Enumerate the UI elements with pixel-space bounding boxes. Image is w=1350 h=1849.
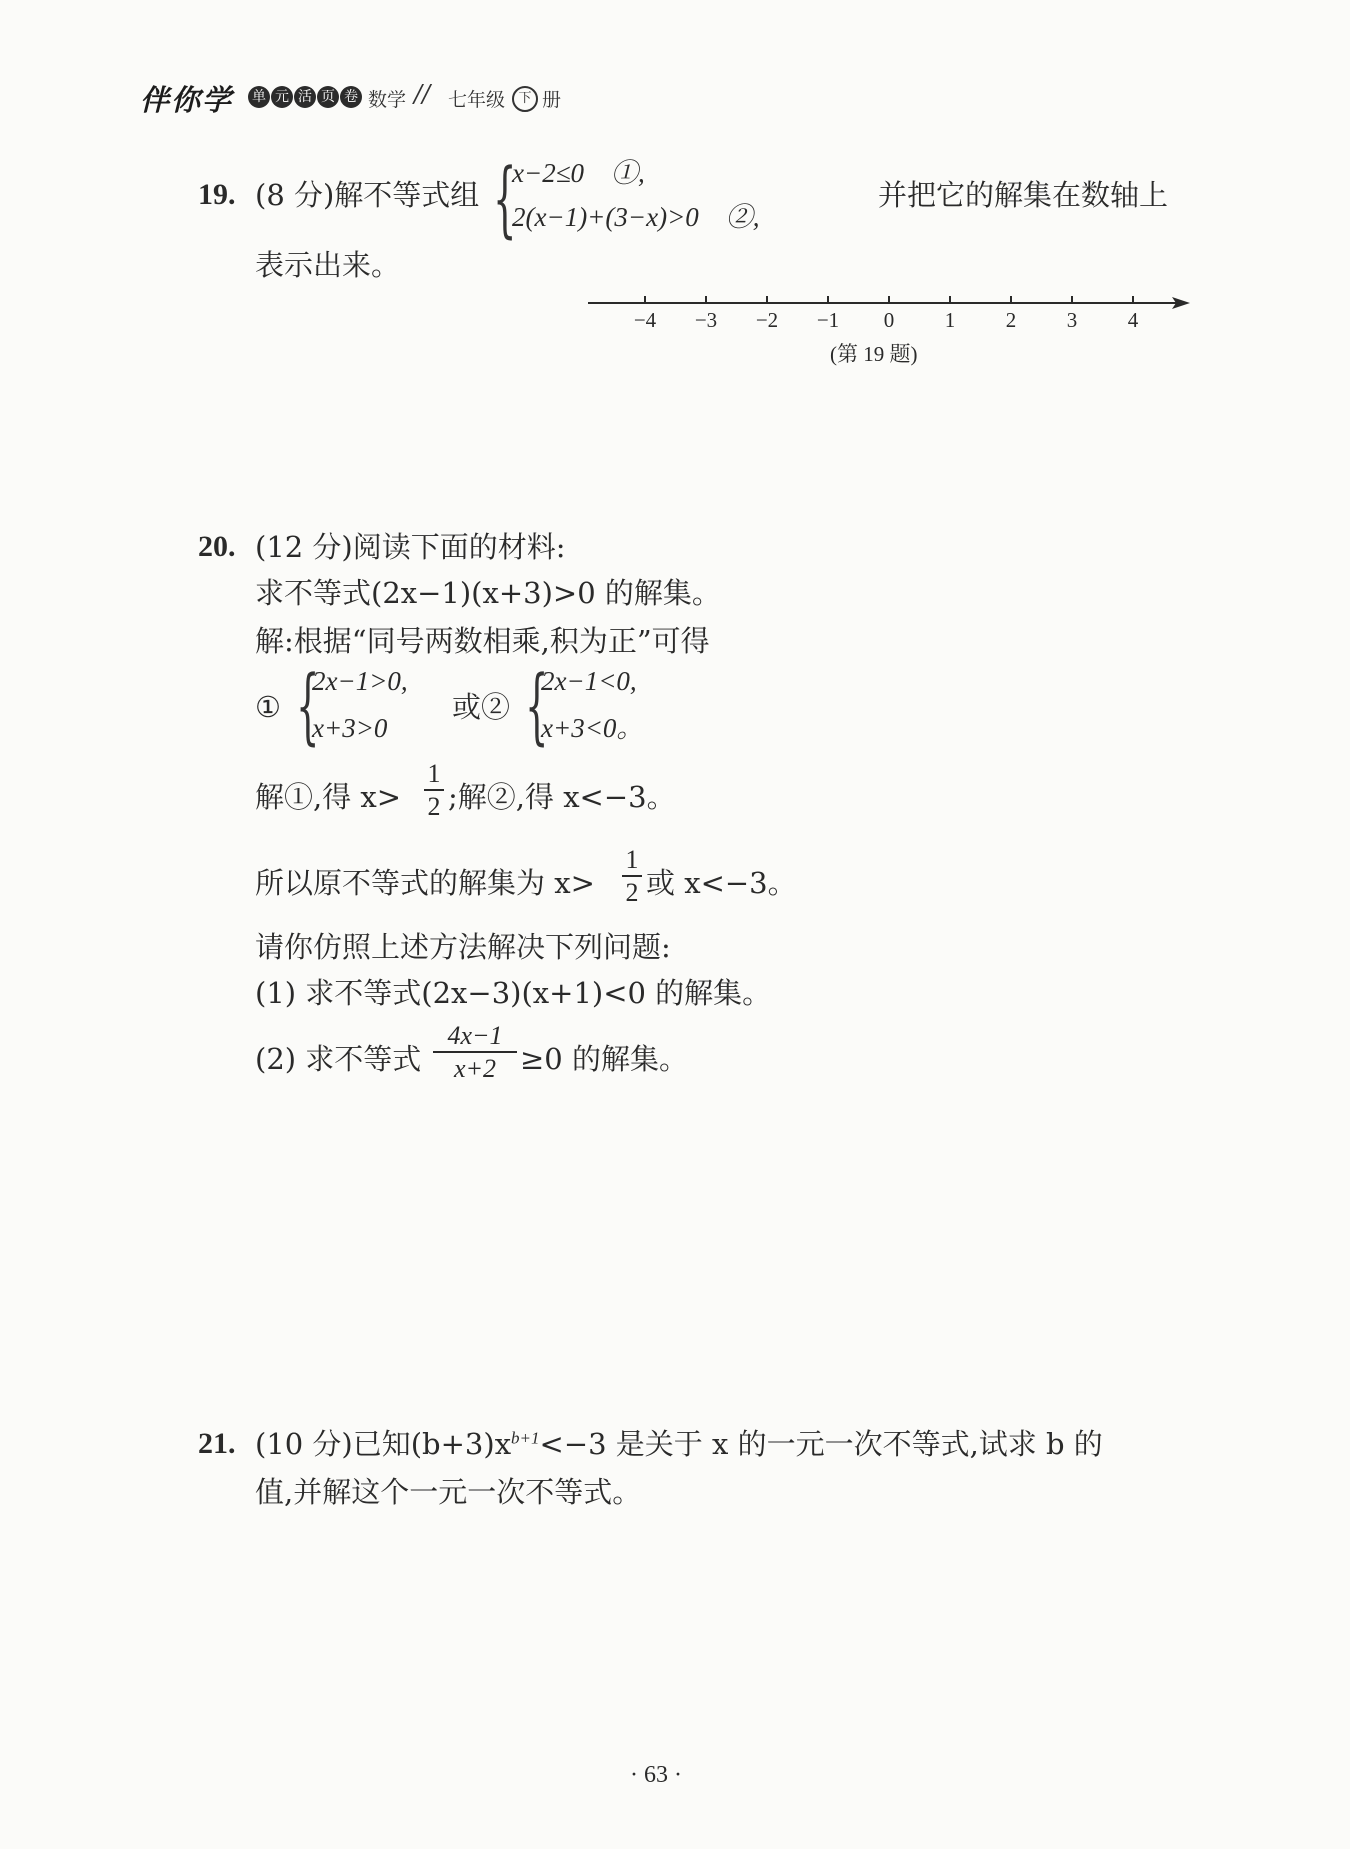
term-suffix: 册: [542, 89, 562, 111]
badge-char: 页: [317, 86, 339, 108]
system-or: 或②: [452, 690, 511, 724]
system1-label: ①: [255, 690, 281, 724]
solve-prefix: 解①,得 x>: [255, 780, 402, 814]
q20-intro: (12 分)阅读下面的材料:: [255, 530, 566, 564]
subject-label: 数学: [368, 89, 407, 111]
q20-part1: (1) 求不等式(2x−3)(x+1)<0 的解集。: [255, 976, 772, 1010]
q19-brace: {: [493, 152, 517, 247]
question-number: 21.: [198, 1427, 236, 1460]
number-line-tick-label: 2: [1005, 308, 1017, 332]
fraction-bar: [622, 875, 642, 877]
fraction-numerator: 1: [625, 845, 639, 874]
system1-line1: 2x−1>0,: [312, 666, 408, 696]
page-number: · 63 ·: [630, 1762, 682, 1788]
q19-text-before: (8 分)解不等式组: [255, 178, 480, 212]
system1-brace: {: [296, 659, 320, 754]
number-line-tick-label: −1: [816, 308, 840, 332]
q21-line1-suffix: <−3 是关于 x 的一元一次不等式,试求 b 的: [539, 1427, 1103, 1461]
q20-part2-prefix: (2) 求不等式: [255, 1042, 422, 1076]
brand-title: 伴你学: [140, 83, 234, 117]
q21-line2: 值,并解这个一元一次不等式。: [255, 1475, 642, 1509]
q21-line1: [255, 1427, 1103, 1462]
task-intro: 请你仿照上述方法解决下列问题:: [255, 930, 671, 964]
result-suffix: 或 x<−3。: [646, 866, 797, 900]
badge-char: 单: [248, 86, 270, 108]
q21-exponent: b+1: [511, 1428, 540, 1448]
question-number: 19.: [198, 178, 236, 211]
fraction-numerator: 1: [427, 759, 441, 788]
number-line-tick-label: −2: [755, 308, 779, 332]
fraction-denominator: x+2: [453, 1053, 497, 1083]
q19-text-line2: 表示出来。: [255, 248, 401, 282]
fraction-numerator: 4x−1: [447, 1021, 503, 1050]
part2-fraction: [433, 1022, 517, 1082]
number-line-tick-label: 3: [1066, 308, 1078, 332]
q20-material-line2: 解:根据“同号两数相乘,积为正”可得: [255, 624, 710, 658]
number-line-tick-label: 4: [1127, 308, 1139, 332]
number-line-ticks: [634, 296, 1139, 332]
q20-part2-suffix: ≥0 的解集。: [520, 1042, 688, 1076]
number-line-tick-label: −4: [633, 308, 657, 332]
system2-line2: x+3<0。: [541, 713, 644, 743]
number-line-tick-label: 0: [883, 308, 895, 332]
q19-inequality-1: x−2≤0 ①,: [512, 158, 645, 188]
result-prefix: 所以原不等式的解集为 x>: [255, 866, 595, 900]
question-number: 20.: [198, 530, 236, 563]
solve-suffix: ;解②,得 x<−3。: [448, 780, 676, 814]
header-slash: //: [414, 80, 431, 108]
grade-label: 七年级: [448, 89, 506, 111]
badge-char: 元: [271, 86, 293, 108]
solve-fraction: [424, 760, 444, 820]
system1-line2: x+3>0: [312, 713, 388, 743]
q20-material-line1: 求不等式(2x−1)(x+3)>0 的解集。: [255, 576, 721, 610]
result-fraction: [622, 846, 642, 906]
number-line-tick-label: −3: [694, 308, 718, 332]
fraction-bar: [424, 789, 444, 791]
badge-char: 卷: [340, 86, 362, 108]
figure-caption: (第 19 题): [830, 342, 918, 366]
badge-char: 活: [294, 86, 316, 108]
q19-inequality-2: 2(x−1)+(3−x)>0 ②,: [512, 202, 760, 232]
fraction-denominator: 2: [427, 791, 441, 821]
number-line-tick-label: 1: [944, 308, 956, 332]
fraction-bar: [433, 1051, 517, 1053]
system2-brace: {: [525, 659, 549, 754]
series-badges: [248, 86, 362, 108]
q19-text-after: 并把它的解集在数轴上: [878, 178, 1169, 212]
term-badge: 下: [512, 86, 538, 112]
q21-line1-prefix: (10 分)已知(b+3)x: [255, 1427, 512, 1461]
system2-line1: 2x−1<0,: [541, 666, 637, 696]
fraction-denominator: 2: [625, 877, 639, 907]
